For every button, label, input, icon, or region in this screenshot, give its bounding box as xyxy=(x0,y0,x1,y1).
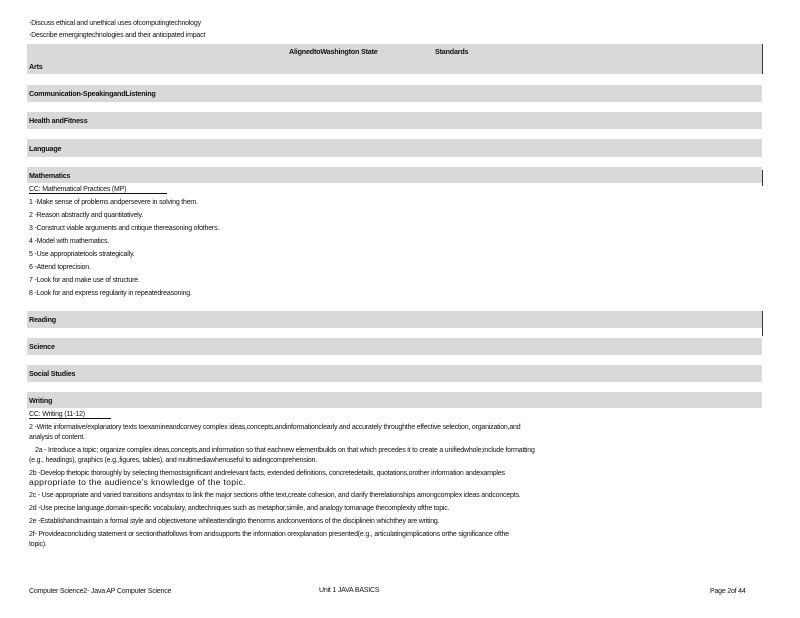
section-communication xyxy=(27,85,762,102)
section-writing xyxy=(27,392,762,408)
writing-line: analysis of content. xyxy=(29,434,85,441)
section-science xyxy=(27,338,762,355)
section-label-arts: Arts xyxy=(29,62,43,71)
objective-describe: -Describe emergingtechnologies and their anticipated impact xyxy=(29,32,206,39)
section-health xyxy=(27,112,762,129)
section-label-communication: Communication-SpeakingandListening xyxy=(29,89,156,98)
math-item: 4 -Model with mathematics. xyxy=(29,238,109,245)
math-item: 8 -Look for and express regularity in repeatedreasoning. xyxy=(29,290,192,297)
aligned-header: AlignedtoWashington State xyxy=(289,47,378,56)
right-rule xyxy=(762,44,763,74)
section-label-social-studies: Social Studies xyxy=(29,369,76,378)
section-label-health: Health andFitness xyxy=(29,116,88,125)
writing-line: 2d -Use precise language,domain-specific vocabulary, andtechniques such as metaphor,simile, and analogy tomanage thecomplexity ofthe topic. xyxy=(29,505,450,512)
footer-page-number: Page 2of 44 xyxy=(710,588,746,595)
writing-line: topic). xyxy=(29,541,47,548)
writing-line: 2c - Use appropriate and varied transitions andsyntax to link the major sections ofthe text,create cohesion, and clarify therelationships amongcomplex ideas andconcepts. xyxy=(29,492,521,499)
math-heading: CC: Mathematical Practices (MP) xyxy=(29,186,127,193)
writing-line: (e.g., headings), graphics (e.g.,figures, tables), and multimediawhenuseful to aidingcomprehension. xyxy=(29,457,317,464)
writing-line: 2a - Introduce a topic; organize complex ideas,concepts,and information so that eachnew elementbuilds on that which precedes it to create a unifiedwhole;include formatting xyxy=(35,447,535,454)
objective-discuss: -Discuss ethical and unethical uses ofcomputingtechnology xyxy=(29,20,201,27)
math-item: 7 -Look for and make use of structure. xyxy=(29,277,140,284)
right-rule xyxy=(762,170,763,186)
writing-line: 2e -Establishandmaintain a formal style and objectivetone whileattendingto thenorms andconventions of the disciplinein whichthey are writing. xyxy=(29,518,440,525)
math-item: 2 -Reason abstractly and quantitatively. xyxy=(29,212,144,219)
section-label-reading: Reading xyxy=(29,315,56,324)
footer-unit: Unit 1 JAVA BASICS xyxy=(319,587,380,594)
math-item: 1 -Make sense of problems andpersevere in solving them. xyxy=(29,199,198,206)
writing-line-appropriate: appropriate to the audience's knowledge of the topic. xyxy=(29,477,246,487)
section-language xyxy=(27,139,762,157)
math-item: 6 -Attend toprecision. xyxy=(29,264,91,271)
section-label-writing: Writing xyxy=(29,396,53,405)
section-reading xyxy=(27,311,762,328)
math-item: 3 -Construct viable arguments and critique thereasoning ofothers. xyxy=(29,225,220,232)
section-label-mathematics: Mathematics xyxy=(29,171,71,180)
math-heading-underline xyxy=(29,193,167,194)
standards-header: Standards xyxy=(435,47,469,56)
section-mathematics xyxy=(27,167,762,183)
writing-line: 2f- Provideaconcluding statement or sectionthatfollows from andsupports the information orexplanation presented(e.g., articulatingimplications orthe significance ofthe xyxy=(29,531,509,538)
math-item: 5 -Use appropriatetools strategically. xyxy=(29,251,135,258)
right-rule xyxy=(762,311,763,336)
section-social-studies xyxy=(27,365,762,382)
footer-course: Computer Science2- Java AP Computer Science xyxy=(29,588,172,595)
section-label-science: Science xyxy=(29,342,55,351)
writing-heading-underline xyxy=(29,418,111,419)
section-label-language: Language xyxy=(29,144,62,153)
writing-line: 2 -Write informative/explanatory texts toexamineandconvey complex ideas,concepts,andinformationclearly and accurately throughthe effective selection, organization,and xyxy=(29,424,521,431)
writing-line: 2b -Develop thetopic thoroughly by selecting themostsignificant andrelevant facts, extended definitions, concretedetails, quotations,orother information andexamples xyxy=(29,470,505,477)
section-arts xyxy=(27,44,762,74)
writing-heading: CC: Writing (11-12) xyxy=(29,411,85,418)
